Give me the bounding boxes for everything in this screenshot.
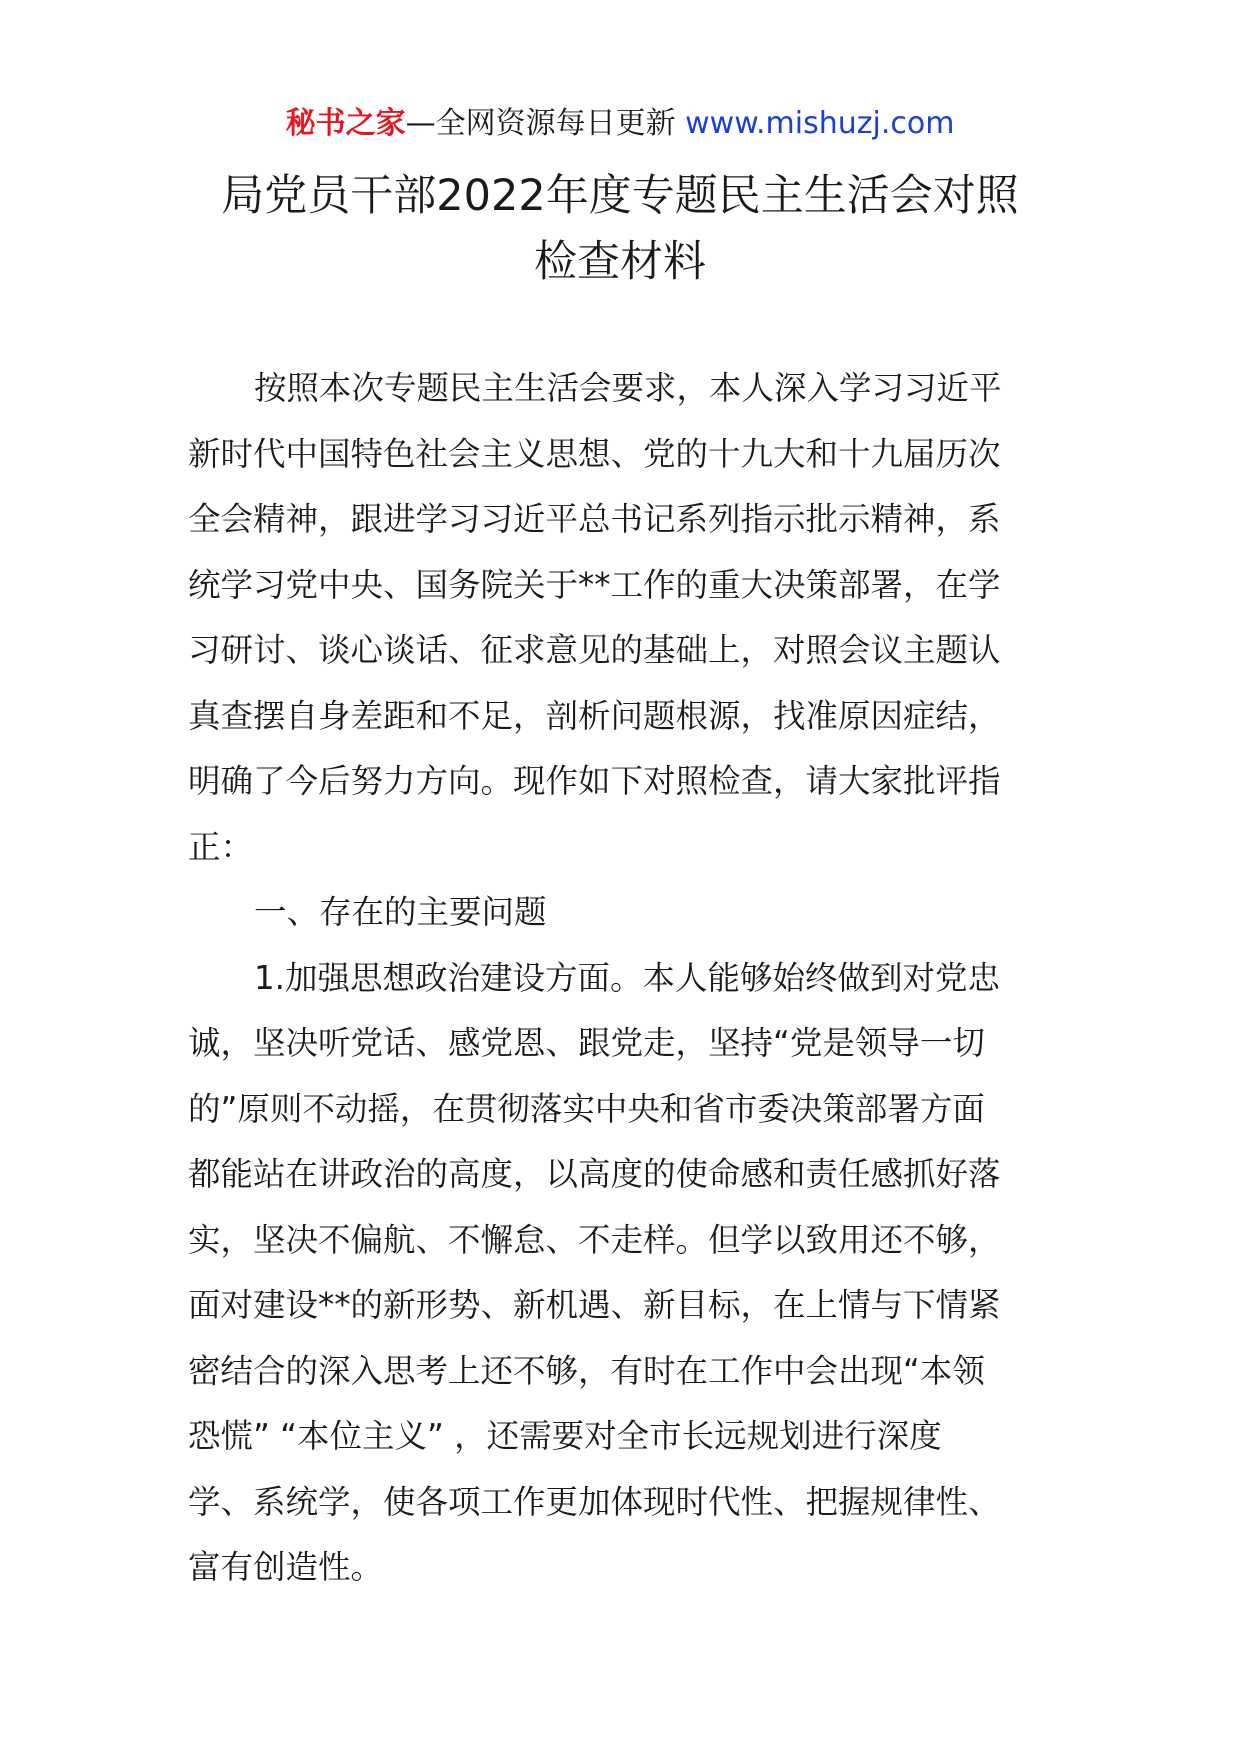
header-tagline: —全网资源每日更新 — [405, 106, 686, 141]
brand-name: 秘书之家 — [285, 106, 406, 141]
body-line: 实，坚决不偏航、不懈怠、不走样。但学以致用还不够， — [188, 1220, 1001, 1259]
body-line: 恐慌” “本位主义” ，还需要对全市长远规划进行深度 — [188, 1417, 942, 1455]
document-title — [150, 164, 1090, 295]
body-line: 明确了今后努力方向。现作如下对照检查，请大家批评指 — [188, 762, 1001, 800]
body-line: 真查摆自身差距和不足，剖析问题根源，找准原因症结， — [188, 696, 1001, 735]
site-header — [0, 104, 1240, 144]
body-line: 富有创造性。 — [188, 1548, 384, 1586]
body-line: 1.加强思想政治建设方面。本人能够始终做到对党忠 — [254, 958, 1001, 997]
body-line: 习研讨、谈心谈话、征求意见的基础上，对照会议主题认 — [188, 631, 1001, 669]
title-line-2: 检查材料 — [534, 236, 706, 287]
section-heading: 一、存在的主要问题 — [254, 893, 547, 931]
body-line: 新时代中国特色社会主义思想、党的十九大和十九届历次 — [188, 434, 1001, 473]
body-line: 正： — [188, 827, 254, 866]
title-line-1: 局党员干部2022年度专题民主生活会对照 — [221, 171, 1019, 221]
body-line: 统学习党中央、国务院关于**工作的重大决策部署，在学 — [188, 565, 1001, 604]
body-line: 诚，坚决听党话、感党恩、跟党走，坚持“党是领导一切 — [188, 1024, 985, 1062]
body-line: 按照本次专题民主生活会要求，本人深入学习习近平 — [254, 369, 1002, 407]
body-line: 都能站在讲政治的高度，以高度的使命感和责任感抓好落 — [188, 1155, 1001, 1193]
body-line: 面对建设**的新形势、新机遇、新目标，在上情与下情紧 — [188, 1286, 1001, 1324]
body-line: 的”原则不动摇，在贯彻落实中央和省市委决策部署方面 — [188, 1089, 985, 1128]
site-url-link[interactable]: www.mishuzj.com — [685, 106, 955, 141]
body-line: 密结合的深入思考上还不够，有时在工作中会出现“本领 — [188, 1351, 985, 1390]
body-line: 学、系统学，使各项工作更加体现时代性、把握规律性、 — [188, 1482, 1001, 1521]
document-body — [188, 356, 1054, 1601]
body-line: 全会精神，跟进学习习近平总书记系列指示批示精神，系 — [188, 500, 1001, 538]
